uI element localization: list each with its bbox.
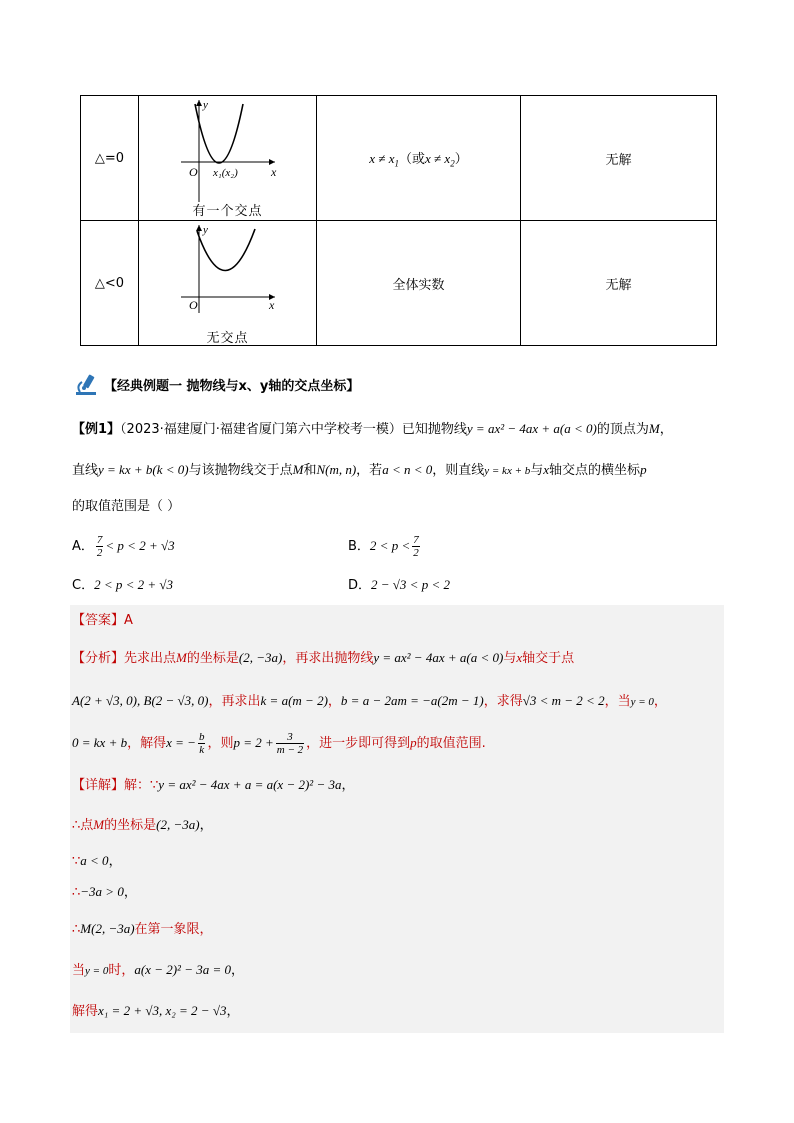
analysis-line-1: 【分析】先求出点M的坐标是(2, −3a)，再求出抛物线y = ax² − 4ax + a(a < 0)与x轴交于点 xyxy=(72,650,575,666)
detail-line-5: ∴M(2, −3a)在第一象限， xyxy=(72,921,213,937)
graph-caption: 有一个交点 xyxy=(192,204,263,219)
table-row xyxy=(81,96,717,221)
detail-line-3: ∵a < 0， xyxy=(72,853,122,869)
delta-cell: △=0 xyxy=(81,96,139,221)
fraction: $\frac{b}{k}$ xyxy=(198,731,205,756)
option-d: D．2 − √3 < p < 2 xyxy=(348,577,450,593)
option-a: A． $\frac{7}{2}$ < p < 2 + √3 xyxy=(72,534,175,559)
example-line-2: 直线y = kx + b(k < 0)与该抛物线交于点M和N(m, n)，若a < n < 0，则直线y = kx + b与x轴交点的横坐标p xyxy=(72,462,647,478)
result-cell: 无解 xyxy=(521,221,717,346)
origin-label: O xyxy=(189,165,198,179)
analysis-line-2: A(2 + √3, 0), B(2 − √3, 0)，再求出k = a(m − 2)，b = a − 2am = −a(2m − 1)，求得√3 < m − 2 < 2，当y = 0， xyxy=(72,693,667,709)
detail-line-2: ∴点M的坐标是(2, −3a)， xyxy=(72,817,213,833)
y-axis-label: y xyxy=(203,224,208,236)
table-row xyxy=(81,221,717,346)
detail-line-7: 解得x₁ = 2 + √3, x₂ = 2 − √3， xyxy=(72,1003,240,1019)
section-title: 【经典例题一 抛物线与x、y轴的交点坐标】 xyxy=(104,379,360,394)
detail-line-6: 当y = 0时，a(x − 2)² − 3a = 0， xyxy=(72,962,245,978)
discriminant-table xyxy=(80,95,717,346)
y-axis-label: y xyxy=(203,99,208,111)
graph-cell xyxy=(139,96,317,221)
graph-caption: 无交点 xyxy=(206,331,249,346)
option-c: C．2 < p < 2 + √3 xyxy=(72,577,174,593)
fraction: $\frac{3}{m - 2}$ xyxy=(276,731,304,756)
solution-set-cell: 全体实数 xyxy=(317,221,521,346)
result-cell: 无解 xyxy=(521,96,717,221)
example-line-3: 的取值范围是（ ） xyxy=(72,499,181,514)
tangent-point-label: x₁(x₂) xyxy=(213,167,238,179)
origin-label: O xyxy=(189,298,198,312)
detail-line-1: 【详解】解：∵y = ax² − 4ax + a = a(x − 2)² − 3a， xyxy=(72,777,355,793)
example-line-1: 【例1】（2023·福建厦门·福建省厦门第六中学校考一模）已知抛物线y = ax² − 4ax + a(a < 0)的顶点为M， xyxy=(72,421,673,437)
fraction: $\frac{7}{2}$ xyxy=(96,534,103,559)
answer-line: 【答案】A xyxy=(72,613,133,628)
x-axis-label: x xyxy=(269,298,275,312)
analysis-line-3: 0 = kx + b，解得x = − $\frac{b}{k}$ ，则p = 2 + $\frac{3}{m - 2}$ ，进一步即可得到p的取值范围. xyxy=(72,731,486,756)
solution-set-cell: $x \ne x_1$（或$x \ne x_2$） xyxy=(317,96,521,221)
microscope-icon xyxy=(72,372,102,398)
delta-cell: △<0 xyxy=(81,221,139,346)
graph-cell xyxy=(139,221,317,346)
option-b: B．2 < p < $\frac{7}{2}$ xyxy=(348,534,419,559)
x-axis-label: x xyxy=(271,165,277,179)
detail-line-4: ∴−3a > 0， xyxy=(72,884,137,900)
fraction: $\frac{7}{2}$ xyxy=(413,534,419,559)
